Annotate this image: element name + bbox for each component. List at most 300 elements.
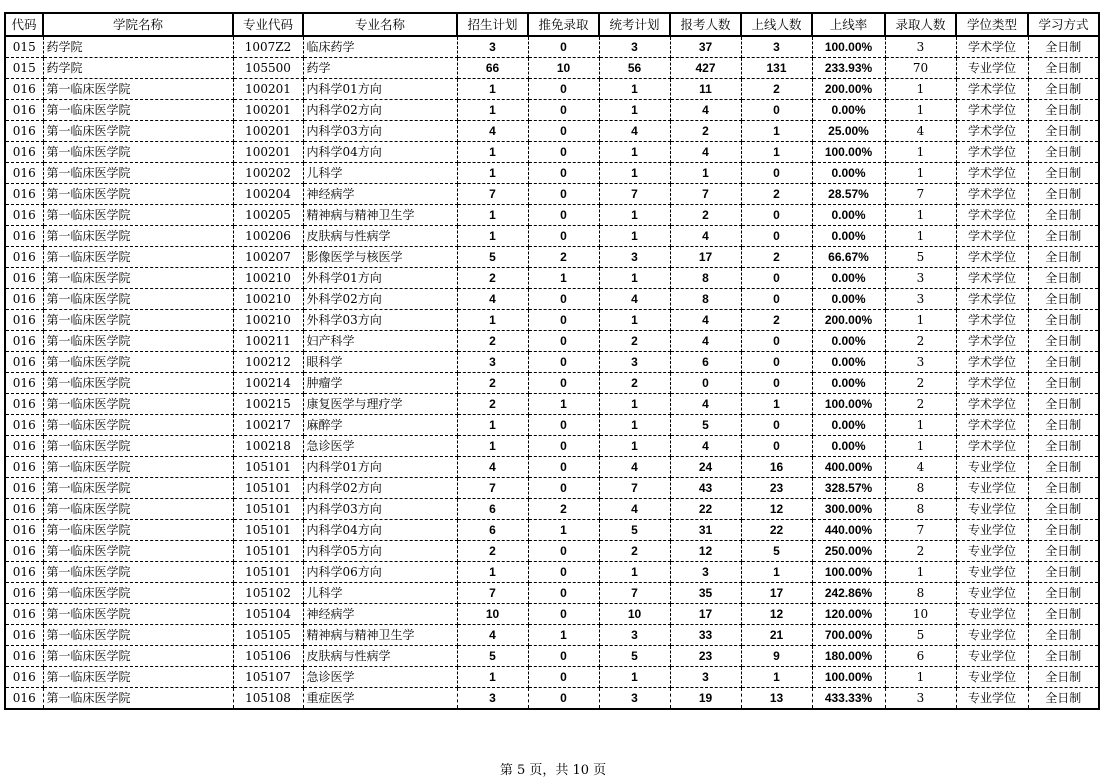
cell-passed: 12 xyxy=(741,604,812,625)
cell-exam-plan: 7 xyxy=(599,478,670,499)
column-header-pass-rate: 上线率 xyxy=(812,13,885,36)
cell-major-name: 内科学05方向 xyxy=(303,541,457,562)
cell-degree-type: 学术学位 xyxy=(956,100,1028,121)
cell-college-name: 第一临床医学院 xyxy=(43,373,233,394)
table-row xyxy=(5,184,1099,205)
cell-study-mode: 全日制 xyxy=(1028,541,1099,562)
cell-applicants: 33 xyxy=(670,625,741,646)
cell-passed: 131 xyxy=(741,58,812,79)
cell-college-name: 第一临床医学院 xyxy=(43,478,233,499)
cell-recommended-admit: 0 xyxy=(528,646,599,667)
cell-admitted: 3 xyxy=(885,268,956,289)
table-row xyxy=(5,604,1099,625)
column-header-applicants: 报考人数 xyxy=(670,13,741,36)
cell-passed: 16 xyxy=(741,457,812,478)
cell-exam-plan: 1 xyxy=(599,415,670,436)
cell-degree-type: 专业学位 xyxy=(956,520,1028,541)
cell-admitted: 1 xyxy=(885,142,956,163)
cell-exam-plan: 4 xyxy=(599,499,670,520)
cell-exam-plan: 4 xyxy=(599,289,670,310)
cell-study-mode: 全日制 xyxy=(1028,625,1099,646)
cell-admitted: 1 xyxy=(885,562,956,583)
column-header-recommended-admit: 推免录取 xyxy=(528,13,599,36)
cell-study-mode: 全日制 xyxy=(1028,79,1099,100)
cell-applicants: 8 xyxy=(670,289,741,310)
cell-applicants: 4 xyxy=(670,100,741,121)
cell-study-mode: 全日制 xyxy=(1028,205,1099,226)
cell-enroll-plan: 66 xyxy=(457,58,528,79)
cell-enroll-plan: 2 xyxy=(457,268,528,289)
cell-college-name: 第一临床医学院 xyxy=(43,289,233,310)
cell-recommended-admit: 0 xyxy=(528,142,599,163)
cell-college-name: 第一临床医学院 xyxy=(43,121,233,142)
cell-major-name: 急诊医学 xyxy=(303,667,457,688)
cell-college-code: 016 xyxy=(5,625,43,646)
cell-recommended-admit: 2 xyxy=(528,499,599,520)
cell-pass-rate: 28.57% xyxy=(812,184,885,205)
cell-exam-plan: 4 xyxy=(599,121,670,142)
cell-passed: 13 xyxy=(741,688,812,710)
cell-study-mode: 全日制 xyxy=(1028,352,1099,373)
table-row xyxy=(5,373,1099,394)
cell-passed: 12 xyxy=(741,499,812,520)
cell-college-code: 016 xyxy=(5,520,43,541)
cell-recommended-admit: 1 xyxy=(528,625,599,646)
cell-major-code: 100210 xyxy=(233,268,303,289)
cell-study-mode: 全日制 xyxy=(1028,310,1099,331)
cell-pass-rate: 0.00% xyxy=(812,205,885,226)
cell-major-name: 内科学03方向 xyxy=(303,121,457,142)
cell-recommended-admit: 0 xyxy=(528,457,599,478)
cell-applicants: 17 xyxy=(670,604,741,625)
cell-enroll-plan: 7 xyxy=(457,478,528,499)
cell-admitted: 3 xyxy=(885,688,956,710)
cell-major-code: 105101 xyxy=(233,541,303,562)
column-header-major-name: 专业名称 xyxy=(303,13,457,36)
cell-pass-rate: 200.00% xyxy=(812,310,885,331)
cell-college-code: 016 xyxy=(5,310,43,331)
cell-college-name: 第一临床医学院 xyxy=(43,205,233,226)
cell-college-code: 016 xyxy=(5,688,43,710)
cell-enroll-plan: 2 xyxy=(457,373,528,394)
cell-major-code: 100210 xyxy=(233,310,303,331)
cell-applicants: 2 xyxy=(670,205,741,226)
cell-pass-rate: 0.00% xyxy=(812,331,885,352)
cell-degree-type: 专业学位 xyxy=(956,625,1028,646)
cell-applicants: 23 xyxy=(670,646,741,667)
cell-recommended-admit: 0 xyxy=(528,415,599,436)
cell-major-name: 药学 xyxy=(303,58,457,79)
cell-degree-type: 专业学位 xyxy=(956,499,1028,520)
cell-major-name: 精神病与精神卫生学 xyxy=(303,205,457,226)
table-row xyxy=(5,457,1099,478)
table-row xyxy=(5,541,1099,562)
cell-major-code: 105101 xyxy=(233,478,303,499)
cell-major-name: 外科学02方向 xyxy=(303,289,457,310)
cell-college-name: 第一临床医学院 xyxy=(43,415,233,436)
cell-major-code: 100210 xyxy=(233,289,303,310)
cell-college-code: 016 xyxy=(5,331,43,352)
cell-applicants: 31 xyxy=(670,520,741,541)
cell-exam-plan: 1 xyxy=(599,667,670,688)
cell-passed: 2 xyxy=(741,310,812,331)
cell-major-name: 眼科学 xyxy=(303,352,457,373)
table-row xyxy=(5,100,1099,121)
column-header-exam-plan: 统考计划 xyxy=(599,13,670,36)
cell-major-code: 100202 xyxy=(233,163,303,184)
cell-major-code: 100201 xyxy=(233,79,303,100)
cell-study-mode: 全日制 xyxy=(1028,520,1099,541)
cell-admitted: 1 xyxy=(885,415,956,436)
cell-pass-rate: 120.00% xyxy=(812,604,885,625)
cell-pass-rate: 100.00% xyxy=(812,394,885,415)
cell-enroll-plan: 7 xyxy=(457,583,528,604)
cell-major-name: 内科学06方向 xyxy=(303,562,457,583)
cell-degree-type: 专业学位 xyxy=(956,583,1028,604)
cell-major-code: 100218 xyxy=(233,436,303,457)
cell-pass-rate: 0.00% xyxy=(812,436,885,457)
cell-major-name: 影像医学与核医学 xyxy=(303,247,457,268)
cell-passed: 1 xyxy=(741,142,812,163)
cell-applicants: 4 xyxy=(670,331,741,352)
cell-study-mode: 全日制 xyxy=(1028,58,1099,79)
cell-college-code: 016 xyxy=(5,142,43,163)
cell-enroll-plan: 1 xyxy=(457,667,528,688)
table-row xyxy=(5,36,1099,58)
cell-exam-plan: 1 xyxy=(599,310,670,331)
cell-exam-plan: 3 xyxy=(599,352,670,373)
cell-admitted: 4 xyxy=(885,121,956,142)
cell-college-code: 016 xyxy=(5,289,43,310)
cell-college-name: 第一临床医学院 xyxy=(43,142,233,163)
cell-major-name: 重症医学 xyxy=(303,688,457,710)
cell-pass-rate: 0.00% xyxy=(812,352,885,373)
cell-study-mode: 全日制 xyxy=(1028,36,1099,58)
cell-passed: 0 xyxy=(741,352,812,373)
cell-major-name: 外科学03方向 xyxy=(303,310,457,331)
cell-college-name: 第一临床医学院 xyxy=(43,562,233,583)
cell-college-code: 015 xyxy=(5,58,43,79)
table-row xyxy=(5,310,1099,331)
cell-exam-plan: 56 xyxy=(599,58,670,79)
cell-major-code: 105101 xyxy=(233,499,303,520)
cell-admitted: 2 xyxy=(885,373,956,394)
cell-study-mode: 全日制 xyxy=(1028,142,1099,163)
cell-major-code: 105104 xyxy=(233,604,303,625)
table-row xyxy=(5,121,1099,142)
table-row xyxy=(5,142,1099,163)
cell-degree-type: 学术学位 xyxy=(956,310,1028,331)
cell-exam-plan: 1 xyxy=(599,205,670,226)
cell-degree-type: 学术学位 xyxy=(956,142,1028,163)
cell-major-name: 皮肤病与性病学 xyxy=(303,226,457,247)
cell-degree-type: 学术学位 xyxy=(956,36,1028,58)
table-row xyxy=(5,205,1099,226)
cell-college-name: 第一临床医学院 xyxy=(43,541,233,562)
cell-applicants: 43 xyxy=(670,478,741,499)
cell-enroll-plan: 1 xyxy=(457,79,528,100)
cell-college-name: 第一临床医学院 xyxy=(43,310,233,331)
table-row xyxy=(5,415,1099,436)
cell-applicants: 4 xyxy=(670,436,741,457)
cell-applicants: 4 xyxy=(670,394,741,415)
cell-applicants: 4 xyxy=(670,142,741,163)
cell-major-code: 100215 xyxy=(233,394,303,415)
cell-study-mode: 全日制 xyxy=(1028,184,1099,205)
cell-passed: 1 xyxy=(741,121,812,142)
cell-major-name: 肿瘤学 xyxy=(303,373,457,394)
cell-college-code: 016 xyxy=(5,415,43,436)
cell-pass-rate: 200.00% xyxy=(812,79,885,100)
cell-college-name: 第一临床医学院 xyxy=(43,499,233,520)
cell-study-mode: 全日制 xyxy=(1028,373,1099,394)
cell-admitted: 1 xyxy=(885,205,956,226)
cell-recommended-admit: 0 xyxy=(528,373,599,394)
cell-applicants: 4 xyxy=(670,226,741,247)
table-body xyxy=(5,36,1099,709)
cell-exam-plan: 1 xyxy=(599,562,670,583)
cell-college-name: 第一临床医学院 xyxy=(43,226,233,247)
cell-enroll-plan: 1 xyxy=(457,415,528,436)
cell-enroll-plan: 4 xyxy=(457,121,528,142)
cell-recommended-admit: 0 xyxy=(528,36,599,58)
cell-college-code: 016 xyxy=(5,268,43,289)
cell-college-name: 第一临床医学院 xyxy=(43,184,233,205)
cell-enroll-plan: 3 xyxy=(457,688,528,710)
table-row xyxy=(5,268,1099,289)
cell-admitted: 1 xyxy=(885,667,956,688)
cell-major-code: 105101 xyxy=(233,520,303,541)
table-row xyxy=(5,331,1099,352)
cell-degree-type: 专业学位 xyxy=(956,457,1028,478)
cell-recommended-admit: 0 xyxy=(528,310,599,331)
cell-major-name: 内科学01方向 xyxy=(303,79,457,100)
cell-applicants: 3 xyxy=(670,667,741,688)
cell-recommended-admit: 0 xyxy=(528,100,599,121)
cell-recommended-admit: 0 xyxy=(528,163,599,184)
cell-college-code: 016 xyxy=(5,394,43,415)
cell-enroll-plan: 3 xyxy=(457,36,528,58)
cell-exam-plan: 1 xyxy=(599,142,670,163)
cell-admitted: 6 xyxy=(885,646,956,667)
cell-exam-plan: 10 xyxy=(599,604,670,625)
cell-major-code: 105106 xyxy=(233,646,303,667)
cell-study-mode: 全日制 xyxy=(1028,562,1099,583)
cell-admitted: 1 xyxy=(885,226,956,247)
cell-applicants: 12 xyxy=(670,541,741,562)
column-header-admitted: 录取人数 xyxy=(885,13,956,36)
cell-college-name: 第一临床医学院 xyxy=(43,163,233,184)
cell-passed: 22 xyxy=(741,520,812,541)
cell-pass-rate: 100.00% xyxy=(812,667,885,688)
cell-recommended-admit: 0 xyxy=(528,436,599,457)
cell-passed: 0 xyxy=(741,415,812,436)
cell-college-name: 第一临床医学院 xyxy=(43,625,233,646)
cell-pass-rate: 242.86% xyxy=(812,583,885,604)
cell-study-mode: 全日制 xyxy=(1028,436,1099,457)
cell-college-name: 第一临床医学院 xyxy=(43,100,233,121)
cell-pass-rate: 300.00% xyxy=(812,499,885,520)
cell-exam-plan: 5 xyxy=(599,646,670,667)
cell-admitted: 3 xyxy=(885,36,956,58)
cell-degree-type: 学术学位 xyxy=(956,373,1028,394)
cell-major-code: 100207 xyxy=(233,247,303,268)
cell-admitted: 2 xyxy=(885,541,956,562)
table-row xyxy=(5,583,1099,604)
cell-college-code: 016 xyxy=(5,562,43,583)
cell-recommended-admit: 10 xyxy=(528,58,599,79)
cell-exam-plan: 1 xyxy=(599,79,670,100)
cell-exam-plan: 3 xyxy=(599,688,670,710)
table-row xyxy=(5,667,1099,688)
table-row xyxy=(5,226,1099,247)
cell-admitted: 2 xyxy=(885,331,956,352)
cell-exam-plan: 3 xyxy=(599,625,670,646)
cell-passed: 0 xyxy=(741,163,812,184)
cell-major-name: 外科学01方向 xyxy=(303,268,457,289)
cell-enroll-plan: 5 xyxy=(457,247,528,268)
cell-pass-rate: 400.00% xyxy=(812,457,885,478)
cell-passed: 3 xyxy=(741,36,812,58)
cell-major-name: 神经病学 xyxy=(303,184,457,205)
cell-major-code: 1007Z2 xyxy=(233,36,303,58)
cell-recommended-admit: 1 xyxy=(528,520,599,541)
cell-college-name: 第一临床医学院 xyxy=(43,79,233,100)
cell-college-code: 015 xyxy=(5,36,43,58)
cell-degree-type: 学术学位 xyxy=(956,289,1028,310)
cell-exam-plan: 3 xyxy=(599,247,670,268)
cell-major-code: 105101 xyxy=(233,562,303,583)
column-header-degree-type: 学位类型 xyxy=(956,13,1028,36)
cell-enroll-plan: 3 xyxy=(457,352,528,373)
cell-degree-type: 学术学位 xyxy=(956,205,1028,226)
cell-admitted: 7 xyxy=(885,184,956,205)
cell-exam-plan: 5 xyxy=(599,520,670,541)
cell-study-mode: 全日制 xyxy=(1028,121,1099,142)
cell-applicants: 11 xyxy=(670,79,741,100)
cell-exam-plan: 1 xyxy=(599,226,670,247)
page-indicator: 第 5 页，共 10 页 xyxy=(499,763,607,778)
cell-study-mode: 全日制 xyxy=(1028,100,1099,121)
cell-college-name: 第一临床医学院 xyxy=(43,646,233,667)
cell-enroll-plan: 1 xyxy=(457,562,528,583)
cell-degree-type: 学术学位 xyxy=(956,436,1028,457)
cell-major-name: 儿科学 xyxy=(303,583,457,604)
cell-study-mode: 全日制 xyxy=(1028,289,1099,310)
cell-study-mode: 全日制 xyxy=(1028,415,1099,436)
cell-admitted: 1 xyxy=(885,100,956,121)
cell-college-name: 第一临床医学院 xyxy=(43,268,233,289)
cell-passed: 2 xyxy=(741,247,812,268)
cell-study-mode: 全日制 xyxy=(1028,247,1099,268)
cell-enroll-plan: 7 xyxy=(457,184,528,205)
cell-degree-type: 学术学位 xyxy=(956,184,1028,205)
cell-recommended-admit: 0 xyxy=(528,478,599,499)
cell-admitted: 8 xyxy=(885,583,956,604)
cell-major-name: 康复医学与理疗学 xyxy=(303,394,457,415)
cell-pass-rate: 700.00% xyxy=(812,625,885,646)
cell-major-name: 内科学01方向 xyxy=(303,457,457,478)
cell-passed: 23 xyxy=(741,478,812,499)
cell-exam-plan: 2 xyxy=(599,373,670,394)
cell-passed: 0 xyxy=(741,205,812,226)
cell-recommended-admit: 0 xyxy=(528,226,599,247)
cell-degree-type: 学术学位 xyxy=(956,163,1028,184)
cell-study-mode: 全日制 xyxy=(1028,163,1099,184)
cell-enroll-plan: 4 xyxy=(457,625,528,646)
cell-college-name: 第一临床医学院 xyxy=(43,436,233,457)
cell-passed: 5 xyxy=(741,541,812,562)
cell-recommended-admit: 0 xyxy=(528,331,599,352)
cell-applicants: 5 xyxy=(670,415,741,436)
cell-major-code: 100201 xyxy=(233,100,303,121)
admissions-table xyxy=(4,12,1100,710)
cell-enroll-plan: 1 xyxy=(457,142,528,163)
cell-enroll-plan: 1 xyxy=(457,226,528,247)
column-header-college-code: 代码 xyxy=(5,13,43,36)
cell-college-code: 016 xyxy=(5,247,43,268)
cell-exam-plan: 1 xyxy=(599,100,670,121)
table-row xyxy=(5,436,1099,457)
cell-admitted: 5 xyxy=(885,625,956,646)
cell-passed: 0 xyxy=(741,373,812,394)
cell-recommended-admit: 0 xyxy=(528,352,599,373)
cell-college-code: 016 xyxy=(5,499,43,520)
table-row xyxy=(5,562,1099,583)
cell-college-code: 016 xyxy=(5,100,43,121)
table-row xyxy=(5,352,1099,373)
cell-study-mode: 全日制 xyxy=(1028,667,1099,688)
cell-pass-rate: 0.00% xyxy=(812,100,885,121)
cell-pass-rate: 180.00% xyxy=(812,646,885,667)
cell-pass-rate: 100.00% xyxy=(812,36,885,58)
cell-major-code: 105101 xyxy=(233,457,303,478)
cell-applicants: 3 xyxy=(670,562,741,583)
cell-degree-type: 学术学位 xyxy=(956,352,1028,373)
cell-college-code: 016 xyxy=(5,667,43,688)
cell-major-name: 内科学02方向 xyxy=(303,100,457,121)
cell-college-code: 016 xyxy=(5,79,43,100)
cell-enroll-plan: 2 xyxy=(457,394,528,415)
cell-exam-plan: 2 xyxy=(599,541,670,562)
column-header-study-mode: 学习方式 xyxy=(1028,13,1099,36)
table-row xyxy=(5,289,1099,310)
cell-pass-rate: 328.57% xyxy=(812,478,885,499)
cell-enroll-plan: 1 xyxy=(457,163,528,184)
cell-recommended-admit: 1 xyxy=(528,268,599,289)
cell-pass-rate: 0.00% xyxy=(812,415,885,436)
cell-exam-plan: 1 xyxy=(599,436,670,457)
cell-college-code: 016 xyxy=(5,457,43,478)
cell-pass-rate: 250.00% xyxy=(812,541,885,562)
cell-pass-rate: 0.00% xyxy=(812,226,885,247)
cell-passed: 0 xyxy=(741,100,812,121)
cell-recommended-admit: 0 xyxy=(528,583,599,604)
cell-enroll-plan: 6 xyxy=(457,520,528,541)
cell-enroll-plan: 10 xyxy=(457,604,528,625)
cell-pass-rate: 25.00% xyxy=(812,121,885,142)
cell-applicants: 37 xyxy=(670,36,741,58)
cell-enroll-plan: 1 xyxy=(457,310,528,331)
cell-exam-plan: 1 xyxy=(599,163,670,184)
cell-pass-rate: 233.93% xyxy=(812,58,885,79)
column-header-passed: 上线人数 xyxy=(741,13,812,36)
cell-major-code: 100212 xyxy=(233,352,303,373)
cell-admitted: 3 xyxy=(885,352,956,373)
table-row xyxy=(5,58,1099,79)
cell-college-code: 016 xyxy=(5,184,43,205)
cell-pass-rate: 0.00% xyxy=(812,289,885,310)
